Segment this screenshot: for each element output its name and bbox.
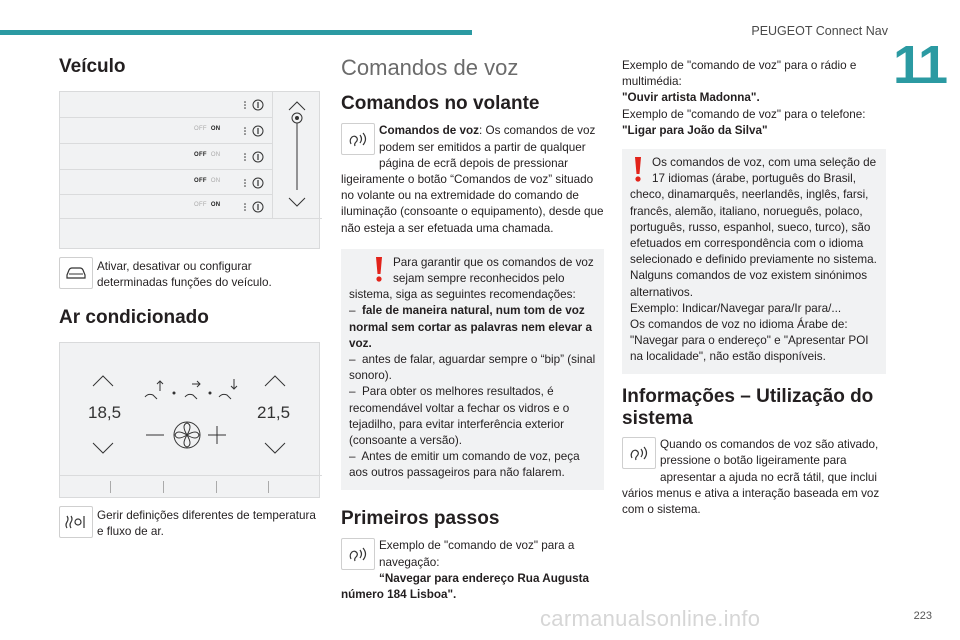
subsection-title-informacoes: Informações – Utilização do sistema [622, 385, 874, 430]
subsection-title-primeiros-passos: Primeiros passos [341, 507, 500, 529]
toggle-switch: OFF ON [194, 125, 221, 132]
climate-controls-icons [60, 343, 322, 473]
header-accent-bar [0, 30, 472, 35]
watermark: carmanualsonline.info [540, 606, 761, 631]
warning-exclamation-icon [630, 155, 646, 183]
warning-box-languages [622, 149, 886, 374]
chapter-number: 11 [893, 35, 947, 95]
section-title-veiculo: Veículo [59, 56, 126, 77]
first-steps-text: Exemplo de "comando de voz" para a navegação: [379, 539, 575, 569]
header-title: PEUGEOT Connect Nav [751, 24, 888, 38]
warning-intro: Para garantir que os comandos de voz sejam sempre reconhecidos pelo sistema, siga as seguintes recomendações: [349, 255, 594, 302]
section-title-ar-condicionado: Ar condicionado [59, 307, 209, 329]
temperature-right: 21,5 [257, 403, 291, 422]
radio-example-text: Exemplo de "comando de voz" para o rádio e multimédia: [622, 59, 857, 89]
menu-info-icons [238, 96, 268, 216]
toggle-switch: OFF ON [194, 177, 221, 184]
temperature-left: 18,5 [88, 403, 122, 422]
section-title-comandos-de-voz: Comandos de voz [341, 55, 519, 80]
synonyms-example: Exemplo: Indicar/Navegar para/Ir para/... [630, 301, 842, 315]
first-steps-example: “Navegar para endereço Rua Augusta número 184 Lisboa". [341, 571, 590, 602]
voice-command-icon [341, 538, 375, 570]
page-number: 223 [913, 610, 932, 622]
subsection-title-volante: Comandos no volante [341, 92, 540, 114]
column-voice-examples [622, 58, 886, 518]
phone-example-text: Exemplo de "comando de voz" para o telefone: [622, 107, 866, 121]
arabic-note: Os comandos de voz no idioma Árabe de: "Navegar para o endereço" e "Apresentar POI na localidade", não estão disponíveis. [630, 318, 869, 364]
climate-screen-illustration [59, 342, 320, 498]
voice-command-icon [622, 437, 656, 469]
warning-exclamation-icon [371, 255, 387, 283]
column-vehicle [59, 54, 320, 540]
voice-command-text: : Os comandos de voz podem ser emitidos a partir de qualquer página de ecrã depois de pressionar ligeiramente o botão “Comandos de voz” situado no volante ou na extremidade do comando de iluminação (consoante o equipamento), desde que não esteja a ser efetuada uma chamada. [341, 124, 604, 235]
column-voice-commands [341, 54, 604, 603]
vehicle-description: Ativar, desativar ou configurar determinadas funções do veículo. [97, 259, 272, 289]
warning-box-recommendations: Para garantir que os comandos de voz sejam sempre reconhecidos pelo sistema, siga as seguintes recomendações: – fale de maneira natural, num tom de voz normal sem cortar as palavras nem elevar a voz. – antes de falar, aguardar sempre o “bip” (sinal sonoro). – Para obter os melhores resultados, é recomendável voltar a fechar os vidros e o tejadilho, para evitar interferência exterior (consoante a versão). – Antes de emitir um comando de voz, peça aos outros passageiros para não falarem. [341, 249, 604, 490]
warning-item-1: fale de maneira natural, num tom de voz normal sem cortar as palavras nem elevar a voz. [349, 304, 592, 350]
voice-command-icon [341, 123, 375, 155]
voice-command-label: Comandos de voz [379, 124, 480, 138]
warning-item-3: Para obter os melhores resultados, é recomendável voltar a fechar os vidros e o tejadilho, para evitar interferência exterior (consoante a versão). [349, 385, 570, 448]
climate-fan-icon [59, 506, 93, 538]
languages-text: Os comandos de voz, com uma seleção de 17 idiomas (árabe, português do Brasil, checo, dinamarquês, neerlandês, inglês, farsi, francês, alemão, italiano, norueguês, polaco, português, russo, espanhol, sueco, turco), são efetuados em correspondência com o idioma selecionado e definido previamente no sistema. [630, 156, 877, 267]
synonyms-text: Nalguns comandos de voz existem sinónimos alternativos. [630, 269, 868, 299]
toggle-switch: OFF ON [194, 151, 221, 158]
scroll-bar-icon [284, 98, 310, 210]
warning-item-2: antes de falar, aguardar sempre o “bip” (sinal sonoro). [349, 353, 596, 383]
toggle-switch: OFF ON [194, 201, 221, 208]
climate-description: Gerir definições diferentes de temperatura e fluxo de ar. [97, 509, 316, 539]
vehicle-screen-illustration [59, 91, 320, 249]
phone-example-command: "Ligar para João da Silva" [622, 123, 768, 137]
info-text: Quando os comandos de voz são ativado, pressione o botão ligeiramente para apresentar a ajuda no ecrã tátil, que inclui vários menus e ativa a interação baseada em voz com o sistema. [622, 438, 880, 517]
car-icon [59, 257, 93, 289]
warning-item-4: Antes de emitir um comando de voz, peça aos outros passageiros para não falarem. [349, 450, 580, 480]
radio-example-command: "Ouvir artista Madonna". [622, 91, 760, 105]
